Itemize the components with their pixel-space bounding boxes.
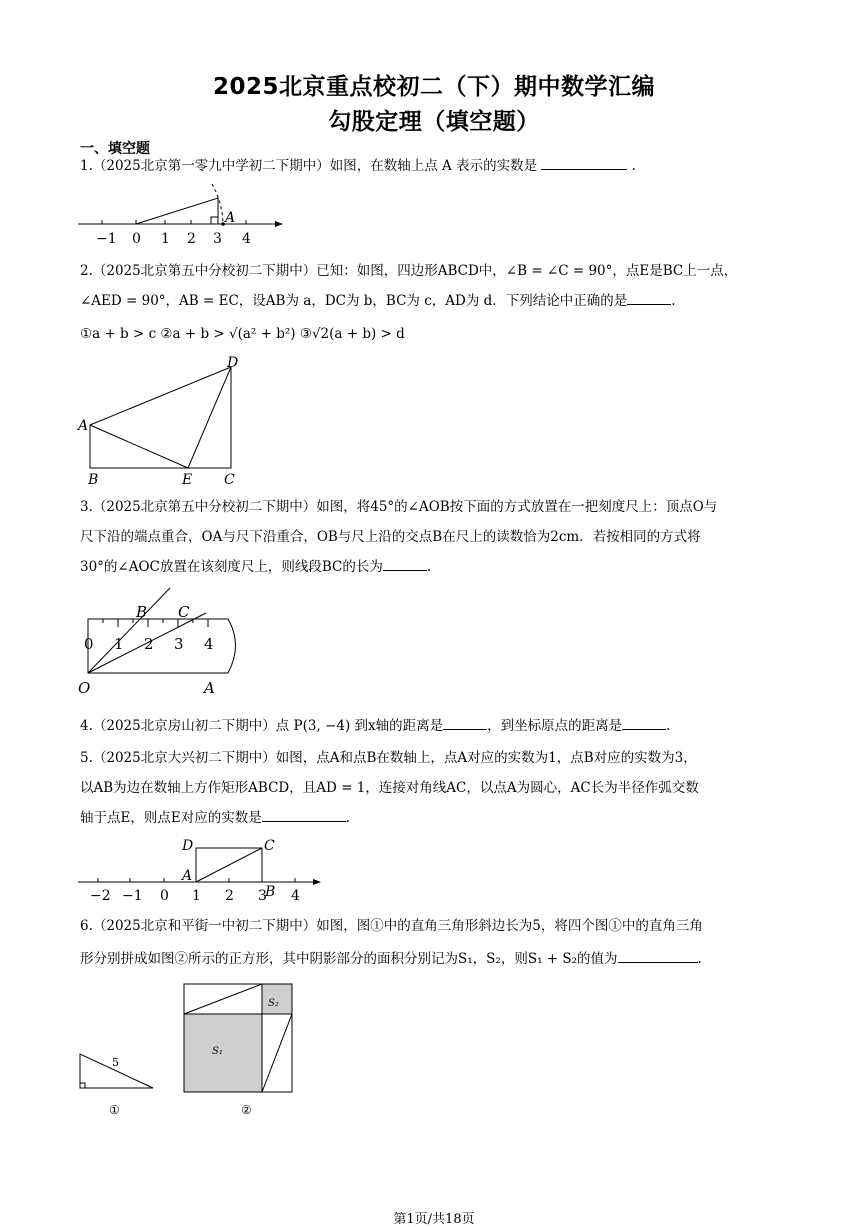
label-o: O: [78, 679, 91, 697]
label-c: C: [224, 472, 235, 488]
answer-blank[interactable]: [262, 809, 346, 822]
label-b: B: [265, 884, 276, 900]
tick-label: 3: [213, 231, 222, 247]
question-6-line-2: 形分别拼成如图②所示的正方形，其中阴影部分的面积分别记为S₁，S₂，则S₁ + S₂的值为 .: [80, 951, 702, 967]
q5-number-line-figure: [78, 836, 328, 906]
point-a-label: A: [225, 210, 236, 226]
answer-blank[interactable]: [541, 157, 627, 170]
question-2-line-2: ∠AED = 90°，AB = EC，设AB为 a，DC为 b，BC为 c，AD为 d．下列结论中正确的是 .: [80, 293, 676, 309]
label-d: D: [227, 355, 239, 371]
answer-blank[interactable]: [622, 717, 666, 730]
ruler-tick: 1: [114, 635, 124, 653]
tick-label: −1: [96, 231, 117, 247]
tick-label: 4: [291, 888, 300, 904]
question-5-line-2: 以AB为边在数轴上方作矩形ABCD，且AD = 1，连接对角线AC，以点A为圆心，AC长为半径作弧交数: [80, 780, 699, 796]
figure-1-label: ①: [109, 1103, 120, 1117]
label-a: A: [182, 868, 193, 884]
answer-blank[interactable]: [618, 950, 698, 963]
question-3-line-3: 30°的∠AOC放置在该刻度尺上，则线段BC的长为 .: [80, 559, 432, 575]
section-heading: 一、填空题: [80, 141, 150, 157]
figure-2-label: ②: [241, 1103, 252, 1117]
question-5-line-3: 轴于点E，则点E对应的实数是 .: [80, 810, 351, 826]
ruler-tick: 0: [84, 635, 94, 653]
label-c: C: [264, 838, 275, 854]
question-2-options: ①a + b > c ②a + b > √(a² + b²) ③√2(a + b) > d: [80, 326, 405, 342]
label-b: B: [136, 603, 148, 621]
tick-label: 0: [132, 231, 141, 247]
tick-label: 2: [187, 231, 196, 247]
answer-blank[interactable]: [627, 292, 671, 305]
question-1-text: 1.（2025北京第一零九中学初二下期中）如图，在数轴上点 A 表示的实数是 .: [80, 158, 636, 174]
page-title: 2025北京重点校初二（下）期中数学汇编: [212, 74, 655, 100]
label-a: A: [78, 418, 89, 434]
question-5-line-1: 5.（2025北京大兴初二下期中）如图，点A和点B在数轴上，点A对应的实数为1，点B对应的实数为3，: [80, 750, 697, 766]
answer-blank[interactable]: [443, 717, 487, 730]
label-b: B: [88, 472, 99, 488]
ruler-tick: 4: [204, 635, 214, 653]
tick-label: 0: [160, 888, 169, 904]
question-2-line-1: 2.（2025北京第五中分校初二下期中）已知：如图，四边形ABCD中，∠B = ∠C = 90°，点E是BC上一点，: [80, 263, 738, 279]
question-4-text: 4.（2025北京房山初二下期中）点 P(3, −4) 到x轴的距离是 ，到坐标原点的距离是 .: [80, 718, 671, 734]
q1-number-line-figure: [78, 180, 288, 250]
label-e: E: [182, 472, 193, 488]
page-subtitle: 勾股定理（填空题）: [328, 109, 540, 135]
s2-label: S₂: [268, 998, 279, 1009]
tick-label: 1: [192, 888, 201, 904]
ruler-tick: 2: [144, 635, 154, 653]
tick-label: 1: [161, 231, 170, 247]
tick-label: −1: [122, 888, 143, 904]
q3-ruler-figure: [78, 585, 248, 700]
tick-label: 2: [225, 888, 234, 904]
ruler-tick: 3: [174, 635, 184, 653]
label-c: C: [178, 603, 190, 621]
q2-quadrilateral-figure: [78, 355, 248, 490]
hypotenuse-label: 5: [112, 1056, 119, 1069]
tick-label: 4: [242, 231, 251, 247]
label-d: D: [182, 838, 194, 854]
q6-figure-1: [78, 1050, 158, 1120]
page-footer: 第1页/共18页: [393, 1212, 475, 1227]
tick-label: 3: [258, 888, 267, 904]
question-3-line-1: 3.（2025北京第五中分校初二下期中）如图，将45°的∠AOB按下面的方式放置在一把刻度尺上：顶点O与: [80, 499, 718, 515]
tick-label: −2: [90, 888, 111, 904]
label-a: A: [204, 679, 215, 697]
q6-figure-2: [182, 982, 297, 1122]
answer-blank[interactable]: [383, 558, 427, 571]
s1-label: S₁: [212, 1046, 223, 1057]
question-3-line-2: 尺下沿的端点重合，OA与尺下沿重合，OB与尺上沿的交点B在尺上的读数恰为2cm．若按相同的方式将: [80, 529, 701, 545]
question-6-line-1: 6.（2025北京和平街一中初二下期中）如图，图①中的直角三角形斜边长为5，将四个图①中的直角三角: [80, 918, 703, 934]
